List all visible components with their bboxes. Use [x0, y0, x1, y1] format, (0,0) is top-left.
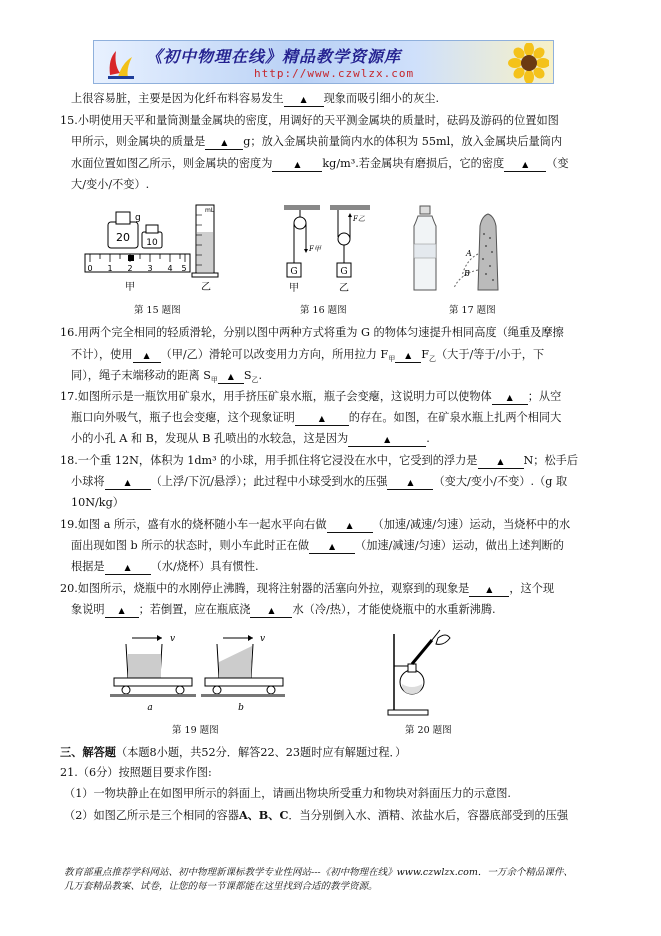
- question-15-line3: 水面位置如图乙所示，则金属块的密度为 ▲ kg/m³.若金属块有磨损后，它的密度 ▲ （变: [71, 157, 569, 170]
- question-18-line1: 18.一个重 12N，体积为 1dm³ 的小球，用手抓住将它浸没在水中，它受到的浮力是 ▲ N；松手后: [60, 454, 579, 467]
- figure-19-caption: 第 19 题图: [172, 725, 219, 736]
- answer-blank[interactable]: ▲: [105, 476, 151, 490]
- section-3-heading: 三、解答题（本题8小题，共52分．解答22、23题时应有解题过程．）: [60, 745, 407, 759]
- answer-blank[interactable]: ▲: [295, 412, 349, 426]
- figure-15-caption: 第 15 题图: [134, 305, 181, 316]
- sunflower-icon: [499, 43, 549, 83]
- banner-title: 《初中物理在线》精品教学资源库: [146, 47, 402, 66]
- question-18-line2: 小球将 ▲ （上浮/下沉/悬浮）；此过程中小球受到水的压强 ▲ （变大/变小/不变）.（g 取: [71, 475, 568, 488]
- question-21-part2: （2）如图乙所示是三个相同的容器A、B、C．当分别倒入水、酒精、浓盐水后，容器底部受到的压强: [64, 808, 569, 822]
- fig16-fyi-label: F乙: [353, 215, 365, 223]
- question-20-line2: 象说明 ▲ ；若倒置，应在瓶底浇 ▲ 水（冷/热），才能使烧瓶中的水重新沸腾.: [71, 603, 496, 616]
- fig19-a-label: a: [147, 703, 153, 713]
- cylinder-unit-label: mL: [205, 207, 215, 214]
- question-19-line2: 面出现如图 b 所示的状态时，则小车此时正在做 ▲ （加速/减速/匀速）运动，做出上述判断的: [71, 539, 564, 552]
- figure-20-flask: [380, 626, 460, 718]
- question-18-line3: 10N/kg）: [71, 496, 124, 509]
- question-19-line1: 19.如图 a 所示，盛有水的烧杯随小车一起水平向右做 ▲ （加速/减速/匀速）运动，当烧杯中的水: [60, 518, 571, 531]
- svg-text:3: 3: [147, 264, 153, 273]
- fig15-yi-label: 乙: [201, 282, 211, 293]
- fig19-v-label-b: v: [260, 634, 266, 644]
- answer-blank[interactable]: ▲: [205, 136, 243, 150]
- footer-line-1: 教育部重点推荐学科网站、初中物理新课标教学专业性网站---《初中物理在线》www.czwlzx.com．一万余个精品课件、: [64, 867, 573, 878]
- fig16-yi-label: 乙: [339, 283, 349, 294]
- logo-icon: [106, 45, 136, 81]
- answer-blank[interactable]: ▲: [492, 391, 528, 405]
- figure-20-caption: 第 20 题图: [405, 725, 452, 736]
- figure-17-bottles: [408, 204, 513, 296]
- svg-text:5: 5: [181, 264, 187, 273]
- figure-17-caption: 第 17 题图: [449, 305, 496, 316]
- fig17-hole-a-label: A: [466, 249, 472, 258]
- question-17-line1: 17.如图所示是一瓶饮用矿泉水，用手挤压矿泉水瓶，瓶子会变瘪，这说明力可以使物体 ▲ ；从空: [60, 390, 562, 403]
- fig16-fjia-label: F甲: [309, 245, 321, 253]
- weight-10-label: 10: [146, 238, 158, 248]
- header-banner: [93, 40, 554, 84]
- question-16-line2: 不计），使用 ▲ （甲/乙）滑轮可以改变用力方向，所用拉力 $F_甲$ ▲ $F_乙$（大于/等于/小于，下: [71, 348, 545, 364]
- answer-blank[interactable]: ▲: [478, 455, 524, 469]
- answer-blank[interactable]: ▲: [504, 158, 546, 172]
- fig16-jia-label: 甲: [289, 283, 299, 294]
- answer-blank[interactable]: ▲: [348, 433, 426, 447]
- fig16-g-label-2: G: [340, 267, 348, 277]
- svg-text:1: 1: [107, 264, 113, 273]
- weight-unit-label: g: [135, 213, 141, 223]
- answer-blank[interactable]: ▲: [284, 93, 324, 107]
- fig15-jia-label: 甲: [125, 282, 135, 293]
- question-15-line4: 大/变小/不变）.: [71, 178, 150, 191]
- answer-blank[interactable]: ▲: [395, 349, 421, 363]
- page-footer: [64, 866, 604, 894]
- weight-20-label: 20: [116, 231, 130, 244]
- answer-blank[interactable]: ▲: [105, 561, 151, 575]
- fig16-g-label-1: G: [290, 267, 298, 277]
- svg-text:2: 2: [127, 264, 133, 273]
- answer-blank[interactable]: ▲: [133, 349, 161, 363]
- text-line: 上很容易脏，主要是因为化纤布料容易发生 ▲ 现象而吸引细小的灰尘.: [71, 92, 440, 105]
- question-15-line2: 甲所示，则金属块的质量是 ▲ g；放入金属块前量筒内水的体积为 55ml，放入金属块后量筒内: [71, 135, 563, 148]
- figure-15-balance: [80, 200, 225, 295]
- answer-blank[interactable]: ▲: [250, 604, 292, 618]
- question-17-line2: 瓶口向外吸气，瓶子也会变瘪，这个现象证明 ▲ 的存在。如图，在矿泉水瓶上扎两个相同大: [71, 411, 562, 424]
- answer-blank[interactable]: ▲: [387, 476, 433, 490]
- question-19-line3: 根据是 ▲ （水/烧杯）具有惯性.: [71, 560, 259, 573]
- answer-blank[interactable]: ▲: [469, 583, 509, 597]
- fig19-v-label-a: v: [170, 634, 176, 644]
- answer-blank[interactable]: ▲: [309, 540, 355, 554]
- fig19-b-label: b: [238, 703, 244, 713]
- question-16-line1: 16.用两个完全相同的轻质滑轮，分别以图中两种方式将重为 G 的物体匀速提升相同高度（绳重及摩擦: [60, 326, 564, 339]
- question-15-line1: 15.小明使用天平和量筒测量金属块的密度，用调好的天平测金属块的质量时，砝码及游码的位置如图: [60, 114, 559, 127]
- answer-blank[interactable]: ▲: [105, 604, 139, 618]
- question-16-line3: 同），绳子末端移动的距离 $S_甲$ ▲ $S_乙$.: [71, 369, 263, 385]
- figure-16-caption: 第 16 题图: [300, 305, 347, 316]
- answer-blank[interactable]: ▲: [272, 158, 322, 172]
- figure-19-carts: [110, 632, 285, 714]
- figure-16-pulleys: [282, 203, 372, 295]
- question-21-title: 21.（6分）按照题目要求作图:: [60, 766, 212, 779]
- answer-blank[interactable]: ▲: [327, 519, 373, 533]
- svg-text:4: 4: [167, 264, 173, 273]
- svg-text:0: 0: [87, 264, 93, 273]
- question-20-line1: 20.如图所示，烧瓶中的水刚停止沸腾，现将注射器的活塞向外拉，观察到的现象是 ▲ ，这个现: [60, 582, 555, 595]
- banner-url[interactable]: http://www.czwlzx.com: [254, 67, 415, 80]
- fig17-hole-b-label: B: [464, 269, 470, 278]
- question-17-line3: 小的小孔 A 和 B，发现从 B 孔喷出的水较急，这是因为 ▲ .: [71, 432, 430, 445]
- answer-blank[interactable]: ▲: [218, 370, 244, 384]
- footer-line-2: 几万套精品教案、试卷，让您的每一节课都能在这里找到合适的教学资源。: [64, 881, 378, 892]
- question-21-part1: （1）一物块静止在如图甲所示的斜面上，请画出物块所受重力和物块对斜面压力的示意图.: [64, 787, 511, 800]
